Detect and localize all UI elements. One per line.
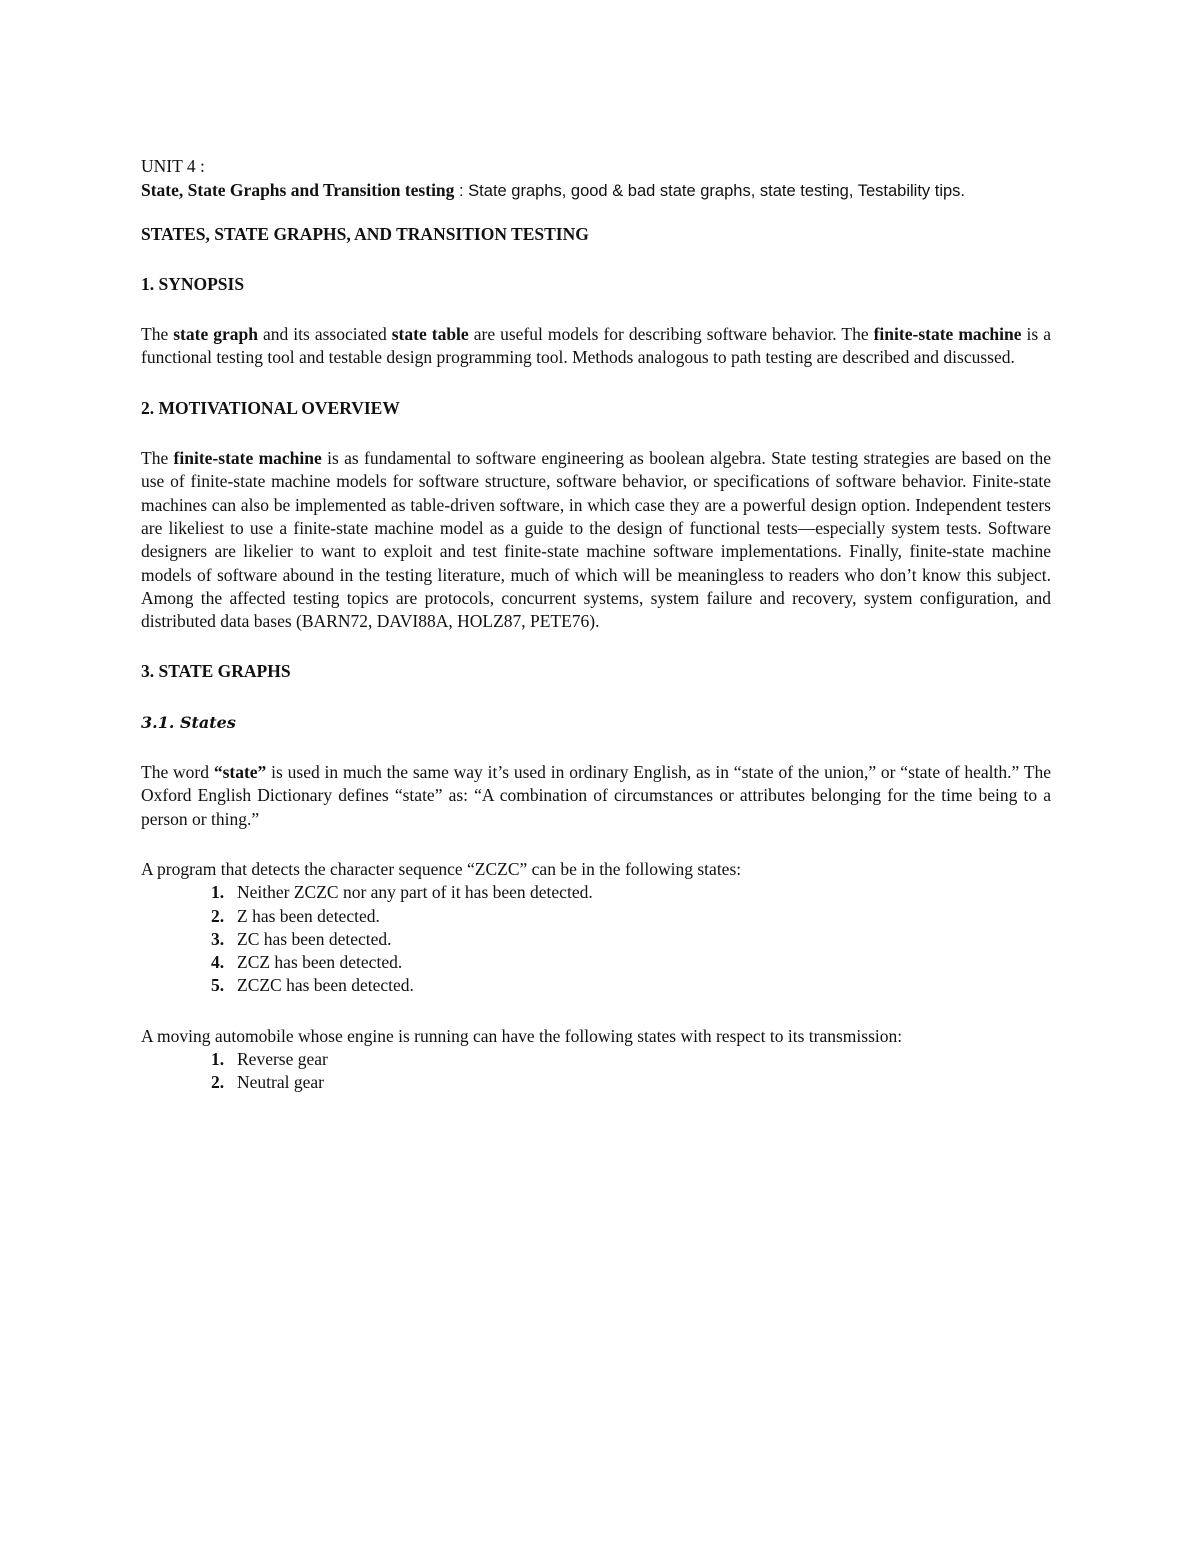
list-number: 1. [211, 1049, 225, 1070]
text-run: is as fundamental to software engineering as boolean algebra. State testing strategies are based on the use of finite-state machine models for software structure, software behavior, or specifications of software behavior. Finite-state machines can also be implemented as table-driven software, in which case they are a powerful design option. Independent testers are likeliest to use a finite-state machine model as a guide to the design of functional tests—especially system tests. Software designers are likelier to want to exploit and test finite-state machine software implementations. Finally, finite-state machine models of software abound in the testing literature, much of which will be meaningless to readers who don’t know this subject. Among the affected testing topics are protocols, concurrent systems, system failure and recovery, system configuration, and distributed data bases (BARN72, DAVI88A, HOLZ87, PETE76). [141, 448, 1051, 632]
unit-subtitle [141, 179, 1051, 203]
text-run: is a functional testing tool and testable design programming tool. Methods analogous to path testing are described and discussed. [141, 324, 1051, 368]
list-text: Reverse gear [237, 1049, 328, 1070]
motivational-paragraph [141, 447, 1051, 633]
list-text: ZC has been detected. [237, 928, 392, 949]
text-run: and its associated [257, 324, 392, 345]
bold-term: state graph [173, 324, 258, 345]
list-item [211, 974, 1051, 997]
list-text: Neither ZCZC nor any part of it has been detected. [237, 882, 593, 903]
unit-label: UNIT 4 : [141, 156, 205, 176]
text-run: The [141, 324, 174, 345]
list-text: Z has been detected. [237, 905, 380, 926]
list-number: 5. [211, 975, 225, 996]
text-run: are useful models for describing software behavior. The [468, 324, 874, 345]
list-text: ZCZC has been detected. [237, 975, 414, 996]
bold-term: finite-state machine [173, 448, 322, 469]
text-run: is used in much the same way it’s used in ordinary English, as in “state of the union,” or “state of health.” The Oxford English Dictionary defines “state” as: “A combination of circumstances or attributes belonging for the time being to a person or thing.” [141, 762, 1051, 829]
gear-states-list [141, 1048, 1051, 1095]
main-heading: STATES, STATE GRAPHS, AND TRANSITION TESTING [141, 223, 589, 244]
list-item [211, 905, 1051, 928]
list-number: 2. [211, 905, 225, 926]
subtitle-bold: State, State Graphs and Transition testing [141, 180, 455, 201]
list-item [211, 1048, 1051, 1071]
list-number: 3. [211, 928, 225, 949]
motivational-heading: 2. MOTIVATIONAL OVERVIEW [141, 397, 400, 418]
list-number: 2. [211, 1072, 225, 1093]
text-run: The [141, 448, 174, 469]
list-number: 4. [211, 952, 225, 973]
zczc-states-list [141, 881, 1051, 997]
list-item [211, 1071, 1051, 1094]
states-subheading: 3.1. States [141, 712, 236, 732]
bold-term: “state” [213, 762, 267, 783]
text-run: The word [141, 762, 214, 783]
subtitle-topics: : State graphs, good & bad state graphs, state testing, Testability tips. [454, 182, 966, 201]
list-number: 1. [211, 882, 225, 903]
state-graphs-heading: 3. STATE GRAPHS [141, 661, 291, 682]
states-paragraph [141, 761, 1051, 831]
list-item [211, 928, 1051, 951]
list-text: ZCZ has been detected. [237, 952, 403, 973]
automobile-intro: A moving automobile whose engine is running can have the following states with respect to its transmission: [141, 1025, 903, 1046]
synopsis-heading: 1. SYNOPSIS [141, 273, 245, 294]
bold-term: finite-state machine [873, 324, 1022, 345]
bold-term: state table [391, 324, 469, 345]
synopsis-paragraph [141, 323, 1051, 370]
list-item [211, 881, 1051, 904]
zczc-intro: A program that detects the character sequence “ZCZC” can be in the following states: [141, 858, 742, 879]
list-item [211, 951, 1051, 974]
document-page [141, 155, 1051, 1095]
list-text: Neutral gear [237, 1072, 324, 1093]
